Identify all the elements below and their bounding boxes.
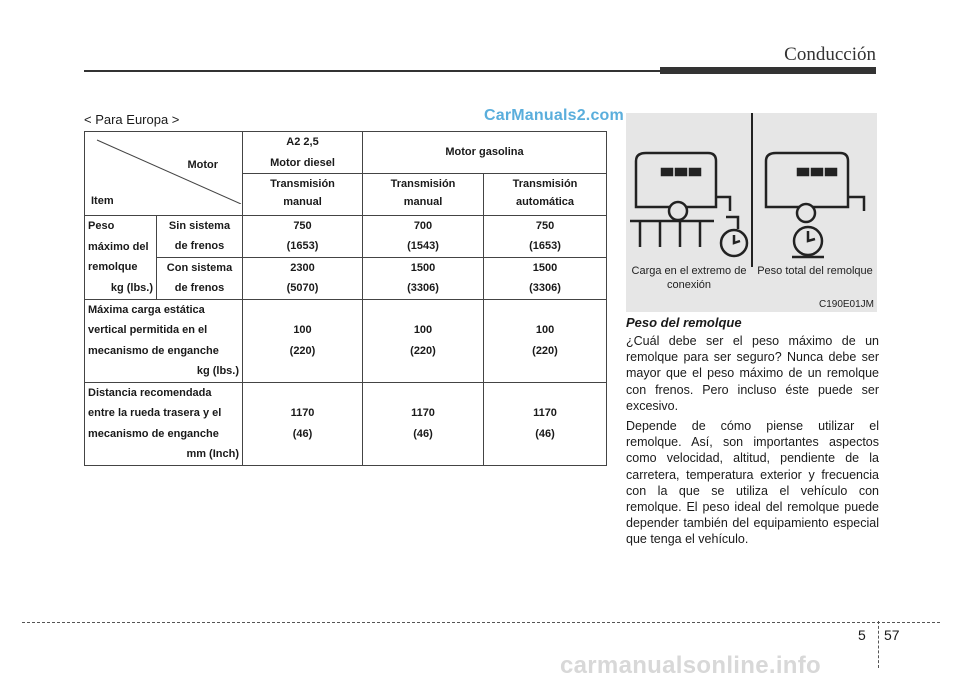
table-cell [243,382,363,465]
cell-value-lbs: (220) [410,344,436,357]
section-label: < Para Europa > [84,112,180,127]
sin-sistema-line1: Sin sistema [168,219,231,232]
header-diesel [243,132,363,174]
table-cell [363,299,484,382]
trailer-left-icon [630,153,747,256]
sin-sistema-line2: de frenos [174,240,225,252]
header-gasolina: Motor gasolina [363,132,607,174]
con-sistema-line1: Con sistema [166,261,233,274]
sub-diesel-line2: manual [283,195,322,208]
sub-gas-auto-line2: automática [515,195,575,208]
header-diesel-line1: A2 2,5 [286,136,319,148]
sub-gas-manual [363,174,484,216]
con-sistema-label [157,257,243,299]
cell-value: 1500 [410,261,436,274]
page-title: Conducción [784,44,876,65]
peso-label-line2: máximo del [88,240,149,253]
cell-value: 750 [535,219,555,232]
cell-value-lbs: (5070) [286,282,319,294]
corner-motor-label: Motor [187,159,218,171]
cell-value: 100 [413,324,433,336]
cell-value: 1170 [290,407,315,419]
cell-value: 1170 [533,407,557,419]
cell-value-inch: (46) [535,427,555,440]
caption-total-weight: Peso total del remolque [757,265,873,277]
figure-code: C190E01JM [818,299,874,310]
carga-label [85,299,243,382]
sub-gas-manual-line1: Transmisión [390,178,456,190]
cell-value-lbs: (3306) [529,282,561,294]
table-cell [363,215,484,257]
cell-value-inch: (46) [413,427,433,440]
distancia-label-line2: entre la rueda trasera y el [88,407,222,419]
carga-label-line4: kg (lbs.) [196,365,239,377]
cell-value: 1500 [532,261,558,274]
peso-label-line1: Peso [88,220,115,232]
peso-label [85,215,157,299]
sub-diesel-line1: Transmisión [270,178,335,190]
cell-value: 100 [535,324,555,336]
spec-table [84,131,607,466]
table-cell [243,215,363,257]
watermark-link[interactable]: CarManuals2.com [484,107,624,124]
sub-gas-auto-line1: Transmisión [512,178,578,190]
cell-value: 100 [293,324,312,336]
carga-label-line3: mecanismo de enganche [88,344,219,357]
peso-label-line3: remolque [88,261,138,273]
distancia-label-line1: Distancia recomendada [88,386,212,399]
page-number: 57 [884,627,900,643]
table-corner-cell [85,132,243,216]
header-diesel-line2: Motor diesel [270,156,335,169]
con-sistema-line2: de frenos [174,282,225,294]
header-rule-thin [84,70,660,72]
sub-diesel-manual [243,174,363,216]
cell-value: 1170 [411,407,435,419]
sub-gas-auto [484,174,607,216]
distancia-label-line4: mm (Inch) [186,448,239,460]
carga-label-line1: Máxima carga estática [88,303,205,316]
cell-value-lbs: (220) [289,344,316,357]
header-rule-thick [660,67,876,74]
paragraph-1: ¿Cuál debe ser el peso máximo de un remolque para ser seguro? Nunca debe ser mayor que el peso máximo de un remolque con frenos. Pero incluso éste puede ser excesivo. [626,334,879,413]
cell-value-lbs: (1653) [529,240,561,252]
cell-value: 2300 [290,261,315,274]
cell-value-inch: (46) [292,427,313,440]
trailer-figure [626,113,877,312]
table-cell [243,257,363,299]
chapter-number: 5 [858,627,866,643]
trailer-right-icon [766,153,864,257]
table-cell [484,257,607,299]
caption-tongue-load: Carga en el extremo de conexión [631,265,747,291]
figure-divider [751,113,753,267]
cell-value-lbs: (1653) [286,240,319,252]
cell-value-lbs: (220) [532,344,558,357]
body-text [626,315,879,552]
cell-value: 700 [413,219,433,232]
peso-label-line4: kg (lbs.) [110,281,153,294]
footer-divider [878,621,879,668]
sin-sistema-label [157,215,243,257]
footer-watermark[interactable]: carmanualsonline.info [560,652,822,679]
cell-value-lbs: (3306) [407,282,439,294]
table-cell [363,382,484,465]
sub-gas-manual-line2: manual [403,195,443,208]
table-cell [243,299,363,382]
subheading: Peso del remolque [626,315,742,330]
cell-value-lbs: (1543) [407,240,439,252]
table-cell [363,257,484,299]
cell-value: 750 [293,219,312,232]
table-cell [484,299,607,382]
distancia-label-line3: mecanismo de enganche [88,427,219,440]
distancia-label [85,382,243,465]
carga-label-line2: vertical permitida en el [88,324,208,336]
table-cell [484,215,607,257]
footer-rule [22,622,940,623]
table-cell [484,382,607,465]
paragraph-2: Depende de cómo piense utilizar el remolque. Así, son importantes aspectos como velocidad, altitud, pendiente de la carretera, temperatura exterior y frecuencia con la que se utiliza el vehículo con remolque. El peso ideal del remolque puede depender también del equipamiento especial que tenga el vehículo. [626,419,879,547]
corner-item-label: Item [91,195,114,207]
